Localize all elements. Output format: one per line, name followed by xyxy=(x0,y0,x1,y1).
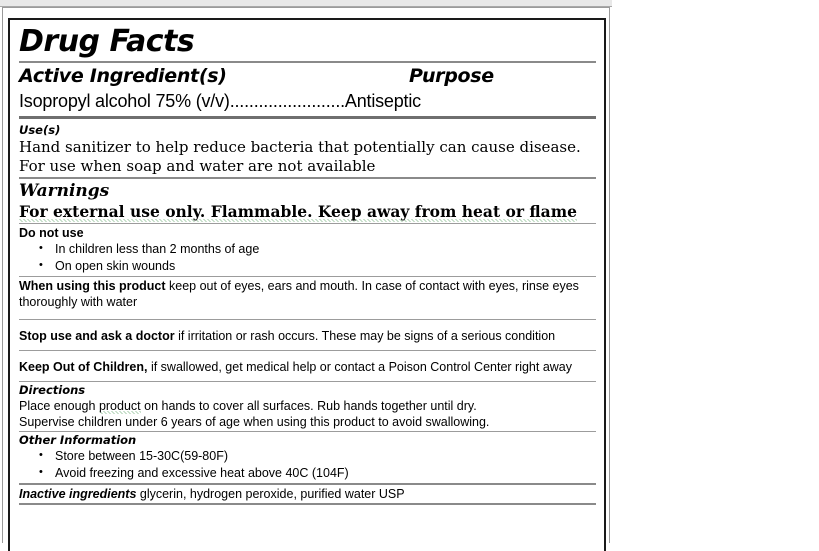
list-item: • Store between 15-30C(59-80F) xyxy=(19,448,596,465)
warnings-flammable-text: For external use only. Flammable. Keep away from heat or flame xyxy=(19,202,577,221)
divider-after-inactive xyxy=(19,503,596,505)
directions-flagged-word: product xyxy=(98,399,141,413)
keep-out-text: if swallowed, get medical help or contact a Poison Control Center right away xyxy=(147,360,573,374)
divider-title xyxy=(19,61,596,63)
uses-line-1: Hand sanitizer to help reduce bacteria that potentially can cause disease. xyxy=(19,138,581,156)
when-using-text: keep out of eyes, ears and mouth. In case of contact with eyes, rinse eyes thoroughly with water xyxy=(19,279,579,309)
divider-after-ingredients xyxy=(19,116,596,119)
divider-after-keep-out xyxy=(19,381,596,382)
other-information-list xyxy=(19,448,596,482)
keep-out-block xyxy=(19,352,596,380)
document-frame xyxy=(2,7,610,543)
drug-facts-label xyxy=(8,18,606,551)
keep-out-lead: Keep Out of Children, xyxy=(19,360,148,374)
stop-use-block xyxy=(19,321,596,349)
active-ingredient-header-row xyxy=(19,64,596,89)
do-not-use-heading: Do not use xyxy=(19,226,84,240)
stop-use-lead: Stop use and ask a doctor xyxy=(19,329,175,343)
ingredient-row: Isopropyl alcohol 75% (v/v)........................Antiseptic xyxy=(19,91,421,111)
uses-heading: Use(s) xyxy=(19,123,61,137)
inactive-ingredients-lead: Inactive ingredients xyxy=(19,487,137,501)
page-title: Drug Facts xyxy=(19,24,195,59)
inactive-ingredients-block xyxy=(19,486,596,502)
directions-line-1 xyxy=(19,398,596,414)
list-item: • On open skin wounds xyxy=(19,258,596,275)
purpose-heading: Purpose xyxy=(409,65,494,87)
stop-use-text: if irritation or rash occurs. These may be signs of a serious condition xyxy=(174,329,556,343)
divider-after-directions xyxy=(19,431,596,432)
active-ingredient-heading: Active Ingredient(s) xyxy=(19,65,227,87)
directions-line-2: Supervise children under 6 years of age when using this product to avoid swallowing. xyxy=(19,415,490,429)
directions-line-1-before: Place enough xyxy=(19,399,99,413)
divider-after-flammable xyxy=(19,223,596,224)
divider-after-other-information xyxy=(19,483,596,485)
list-item: • Avoid freezing and excessive heat above 40C (104F) xyxy=(19,465,596,482)
when-using-lead: When using this product xyxy=(19,279,166,293)
when-using-block xyxy=(19,278,596,310)
warnings-heading: Warnings xyxy=(19,181,110,201)
divider-after-do-not-use xyxy=(19,276,596,277)
directions-heading: Directions xyxy=(19,383,86,397)
divider-after-uses xyxy=(19,177,596,179)
window-chrome-strip xyxy=(0,0,612,7)
list-item: • In children less than 2 months of age xyxy=(19,241,596,258)
do-not-use-list xyxy=(19,241,596,275)
directions-line-1-after: on hands to cover all surfaces. Rub hands together until dry. xyxy=(140,399,477,413)
inactive-ingredients-text: glycerin, hydrogen peroxide, purified water USP xyxy=(136,487,405,501)
warnings-flammable-line xyxy=(19,202,596,222)
other-information-heading: Other Information xyxy=(19,433,137,447)
divider-after-stop-use xyxy=(19,350,596,351)
uses-line-2: For use when soap and water are not available xyxy=(19,157,376,175)
divider-after-when-using xyxy=(19,319,596,320)
